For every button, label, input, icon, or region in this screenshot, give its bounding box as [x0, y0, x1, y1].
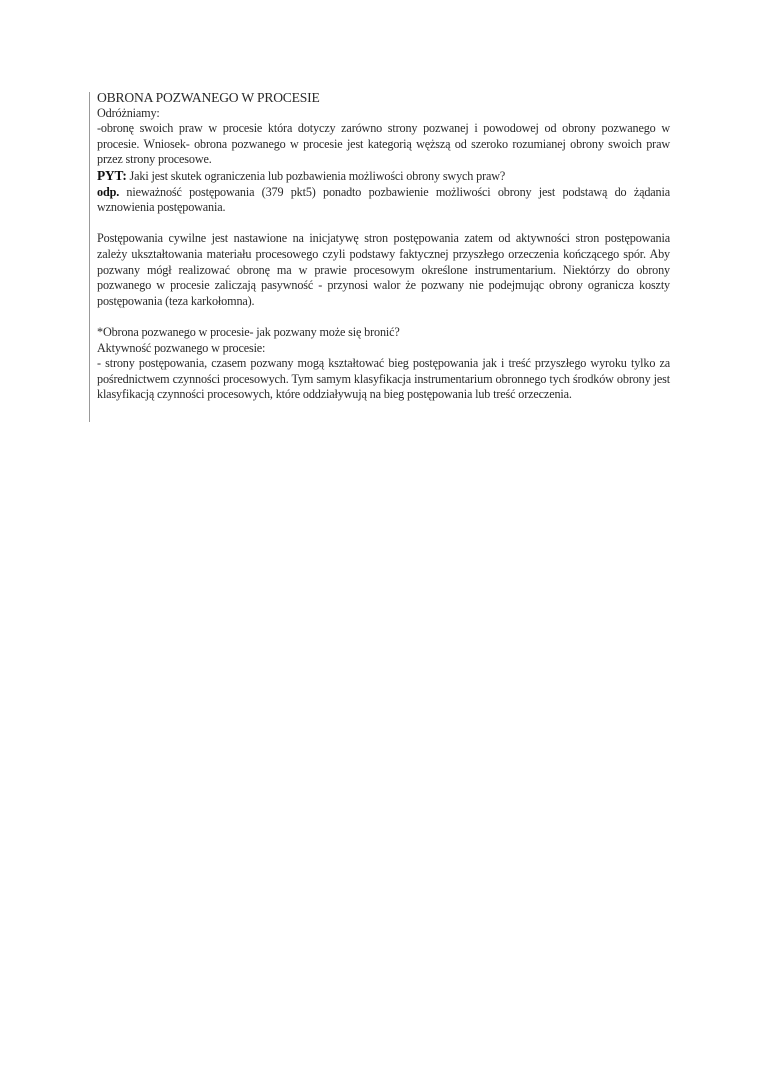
intro-paragraph: -obronę swoich praw w procesie która dotyczy zarówno strony pozwanej i powodowej od obrony pozwanego w procesie. Wniosek- obrona pozwanego w procesie jest kategorią węższą od szeroko rozumianej obrony swoich praw przez strony procesowe.	[97, 121, 670, 167]
answer-label: odp.	[97, 184, 120, 199]
defense-question: *Obrona pozwanego w procesie- jak pozwany może się bronić?	[97, 324, 400, 339]
document-body	[97, 90, 670, 403]
question-line	[97, 168, 670, 185]
question-label: PYT:	[97, 167, 127, 183]
intro-label: Odróżniamy:	[97, 105, 160, 120]
activity-label: Aktywność pozwanego w procesie:	[97, 340, 266, 355]
document-title: OBRONA POZWANEGO W PROCESIE	[97, 90, 320, 105]
civil-procedure-paragraph: Postępowania cywilne jest nastawione na inicjatywę stron postępowania zatem od aktywności stron postępowania zależy ukształtowania materiału procesowego czyli podstawy faktycznej przyszłego orzeczenia kończącego spór. Aby pozwany mógł realizować obronę ma w prawie procesowym określone instrumentarium. Niektórzy do obrony pozwanego w procesie zaliczają pasywność - przynosi walor że pozwany nie podejmując obrony ogranicza koszty postępowania (teza karkołomna).	[97, 231, 670, 308]
paragraph-gap	[97, 216, 670, 232]
paragraph-gap	[97, 309, 670, 325]
question-text: Jaki jest skutek ograniczenia lub pozbawienia możliwości obrony swych praw?	[126, 168, 506, 183]
activity-paragraph: - strony postępowania, czasem pozwany mogą kształtować bieg postępowania jak i treść przyszłego wyroku tylko za pośrednictwem czynności procesowych. Tym samym klasyfikacja instrumentarium obronnego tych środków obrony jest klasyfikacją czynności procesowych, które oddziaływują na bieg postępowania lub treść orzeczenia.	[97, 356, 670, 402]
answer-text: nieważność postępowania (379 pkt5) ponadto pozbawienie możliwości obrony jest podstawą do żądania wznowienia postępowania.	[97, 184, 670, 215]
answer-paragraph	[97, 185, 670, 216]
margin-change-bar	[89, 92, 90, 422]
